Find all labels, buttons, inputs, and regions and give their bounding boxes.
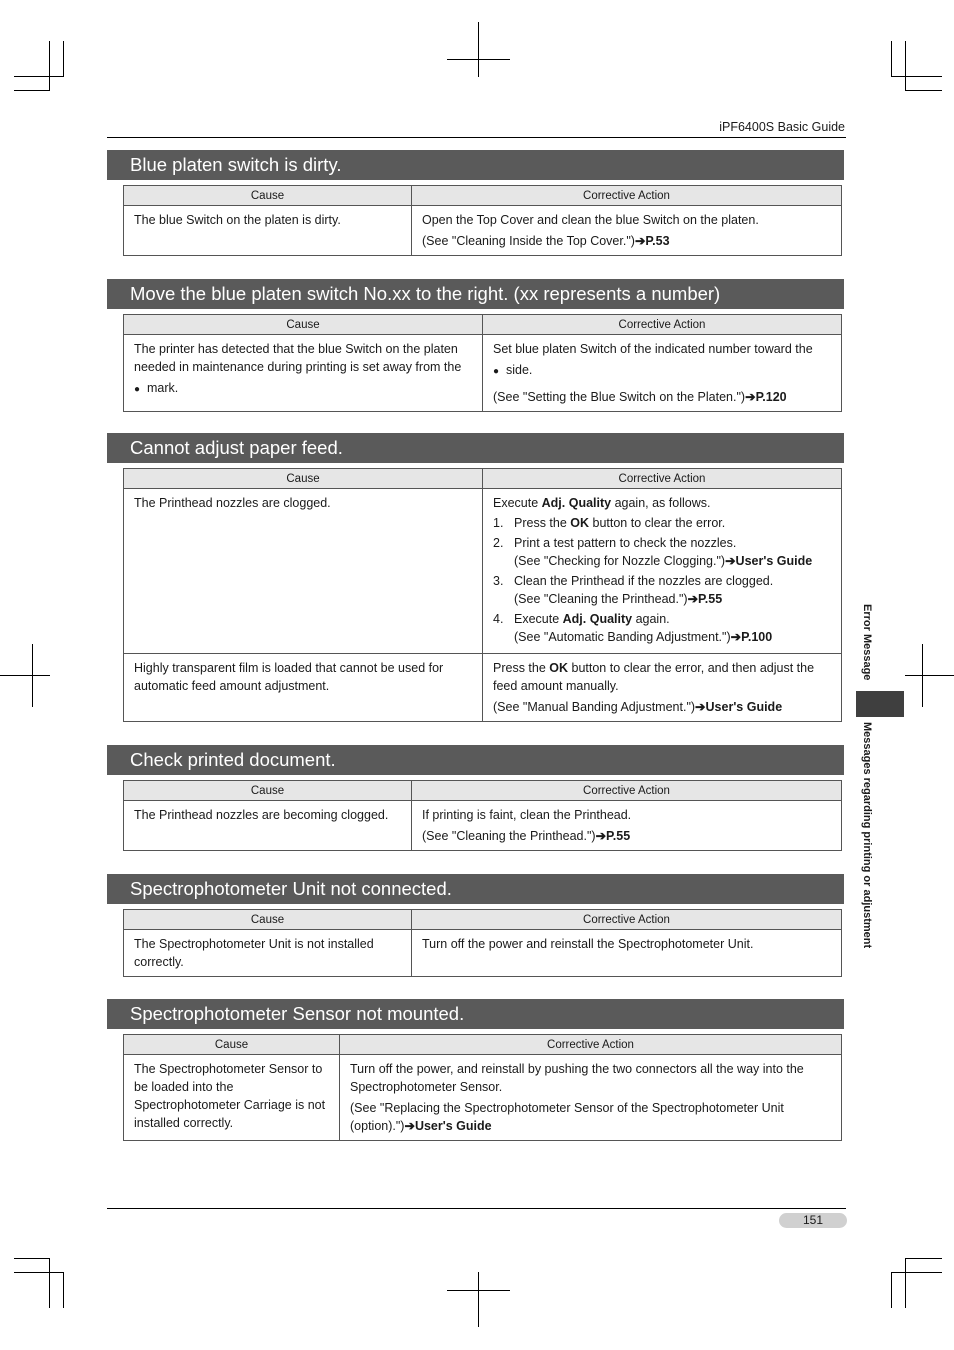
reference: (See "Cleaning Inside the Top Cover.")➔P.53: [422, 234, 670, 248]
error-table-cannot-adjust-feed: [123, 468, 842, 722]
arrow-icon: ➔: [745, 390, 756, 404]
procedure-steps: [493, 514, 832, 646]
page-link[interactable]: P.100: [741, 630, 773, 644]
guide-title: iPF6400S Basic Guide: [719, 120, 845, 134]
reference: (See "Setting the Blue Switch on the Platen.")➔P.120: [493, 390, 787, 404]
footer-rule: [107, 1208, 846, 1209]
cause-cell: Highly transparent film is loaded that cannot be used for automatic feed amount adjustment.: [124, 654, 483, 722]
arrow-icon: ➔: [730, 630, 742, 644]
page-number: 151: [779, 1213, 847, 1228]
error-table-blue-platen-dirty: [123, 185, 842, 256]
column-header-cause: Cause: [124, 315, 483, 335]
arrow-icon: ➔: [634, 234, 646, 248]
step-item: 3. Clean the Printhead if the nozzles are clogged. (See "Cleaning the Printhead.")➔P.55: [493, 574, 774, 606]
page-link[interactable]: User's Guide: [735, 554, 813, 568]
column-header-cause: Cause: [124, 781, 412, 801]
bullet-mark-icon: ●: [134, 384, 141, 395]
chapter-tab-marker: [856, 691, 904, 717]
action-cell: Open the Top Cover and clean the blue Switch on the platen. (See "Cleaning Inside the Top Cover.")➔P.53: [412, 206, 842, 256]
arrow-icon: ➔: [725, 554, 736, 568]
cause-cell: The Spectrophotometer Unit is not installed correctly.: [124, 930, 412, 977]
cause-cell: The blue Switch on the platen is dirty.: [124, 206, 412, 256]
column-header-action: Corrective Action: [412, 186, 842, 206]
column-header-action: Corrective Action: [483, 315, 842, 335]
step-item: 2. Print a test pattern to check the nozzles. (See "Checking for Nozzle Clogging.")➔User's Guide: [493, 536, 813, 568]
cause-cell: The Printhead nozzles are clogged.: [124, 489, 483, 654]
step-item: 4. Execute Adj. Quality again. (See "Automatic Banding Adjustment.")➔P.100: [493, 612, 773, 644]
header-rule: [107, 137, 846, 138]
error-table-move-platen-switch: [123, 314, 842, 412]
column-header-cause: Cause: [124, 186, 412, 206]
page-link[interactable]: P.55: [698, 592, 723, 606]
column-header-action: Corrective Action: [412, 781, 842, 801]
column-header-action: Corrective Action: [483, 469, 842, 489]
page-link[interactable]: P.120: [755, 390, 787, 404]
column-header-action: Corrective Action: [340, 1035, 842, 1055]
section-title-move-platen-switch: Move the blue platen switch No.xx to the right. (xx represents a number): [107, 279, 844, 309]
reference: (See "Manual Banding Adjustment.")➔User's Guide: [493, 700, 783, 714]
cause-cell: The Spectrophotometer Sensor to be loaded into the Spectrophotometer Carriage is not installed correctly.: [124, 1055, 340, 1141]
page-link[interactable]: P.55: [606, 829, 631, 843]
action-cell: Turn off the power, and reinstall by pushing the two connectors all the way into the Spectrophotometer Sensor. (See "Replacing the Spectrophotometer Sensor of the Spectrophotometer Unit (option).")➔User's Guide: [340, 1055, 842, 1141]
column-header-action: Corrective Action: [412, 910, 842, 930]
action-cell: Turn off the power and reinstall the Spectrophotometer Unit.: [412, 930, 842, 977]
column-header-cause: Cause: [124, 1035, 340, 1055]
column-header-cause: Cause: [124, 910, 412, 930]
error-table-spectro-unit: [123, 909, 842, 977]
arrow-icon: ➔: [687, 592, 699, 606]
page-link[interactable]: User's Guide: [705, 700, 783, 714]
section-title-blue-platen-dirty: Blue platen switch is dirty.: [107, 150, 844, 180]
action-cell: Execute Adj. Quality again, as follows. 1. Press the OK button to clear the error. 2. Print a test pattern to check the nozzles. (See "Checking for Nozzle Clogging.")➔User's Guide 3. Clean the Printhead if the nozzles are clogged. (See "Cleaning the Printhead.")➔P.55 4. Execute Adj. Quality again. (See "Automatic Banding Adjustment.")➔P.100: [483, 489, 842, 654]
cause-cell: The printer has detected that the blue Switch on the platen needed in maintenance during printing is set away from the ● mark.: [124, 335, 483, 412]
chapter-tab-label: Error Message: [861, 604, 873, 681]
arrow-icon: ➔: [695, 700, 706, 714]
column-header-cause: Cause: [124, 469, 483, 489]
arrow-icon: ➔: [595, 829, 607, 843]
cause-cell: The Printhead nozzles are becoming clogged.: [124, 801, 412, 851]
section-title-check-printed: Check printed document.: [107, 745, 844, 775]
action-cell: If printing is faint, clean the Printhead. (See "Cleaning the Printhead.")➔P.55: [412, 801, 842, 851]
action-cell: Press the OK button to clear the error, and then adjust the feed amount manually. (See "Manual Banding Adjustment.")➔User's Guide: [483, 654, 842, 722]
step-item: 1. Press the OK button to clear the error.: [493, 516, 726, 530]
arrow-icon: ➔: [404, 1119, 415, 1133]
action-cell: Set blue platen Switch of the indicated number toward the ● side. (See "Setting the Blue Switch on the Platen.")➔P.120: [483, 335, 842, 412]
bullet-mark-icon: ●: [493, 366, 500, 377]
page-link[interactable]: User's Guide: [414, 1119, 492, 1133]
reference: (See "Cleaning the Printhead.")➔P.55: [422, 829, 631, 843]
error-table-spectro-sensor: [123, 1034, 842, 1141]
error-table-check-printed: [123, 780, 842, 851]
reference: (See "Replacing the Spectrophotometer Sensor of the Spectrophotometer Unit (option).")➔User's Guide: [350, 1101, 784, 1133]
section-title-cannot-adjust-feed: Cannot adjust paper feed.: [107, 433, 844, 463]
section-tab-label: Messages regarding printing or adjustment: [861, 722, 873, 949]
page-link[interactable]: P.53: [645, 234, 670, 248]
section-title-spectro-sensor: Spectrophotometer Sensor not mounted.: [107, 999, 844, 1029]
section-title-spectro-unit: Spectrophotometer Unit not connected.: [107, 874, 844, 904]
